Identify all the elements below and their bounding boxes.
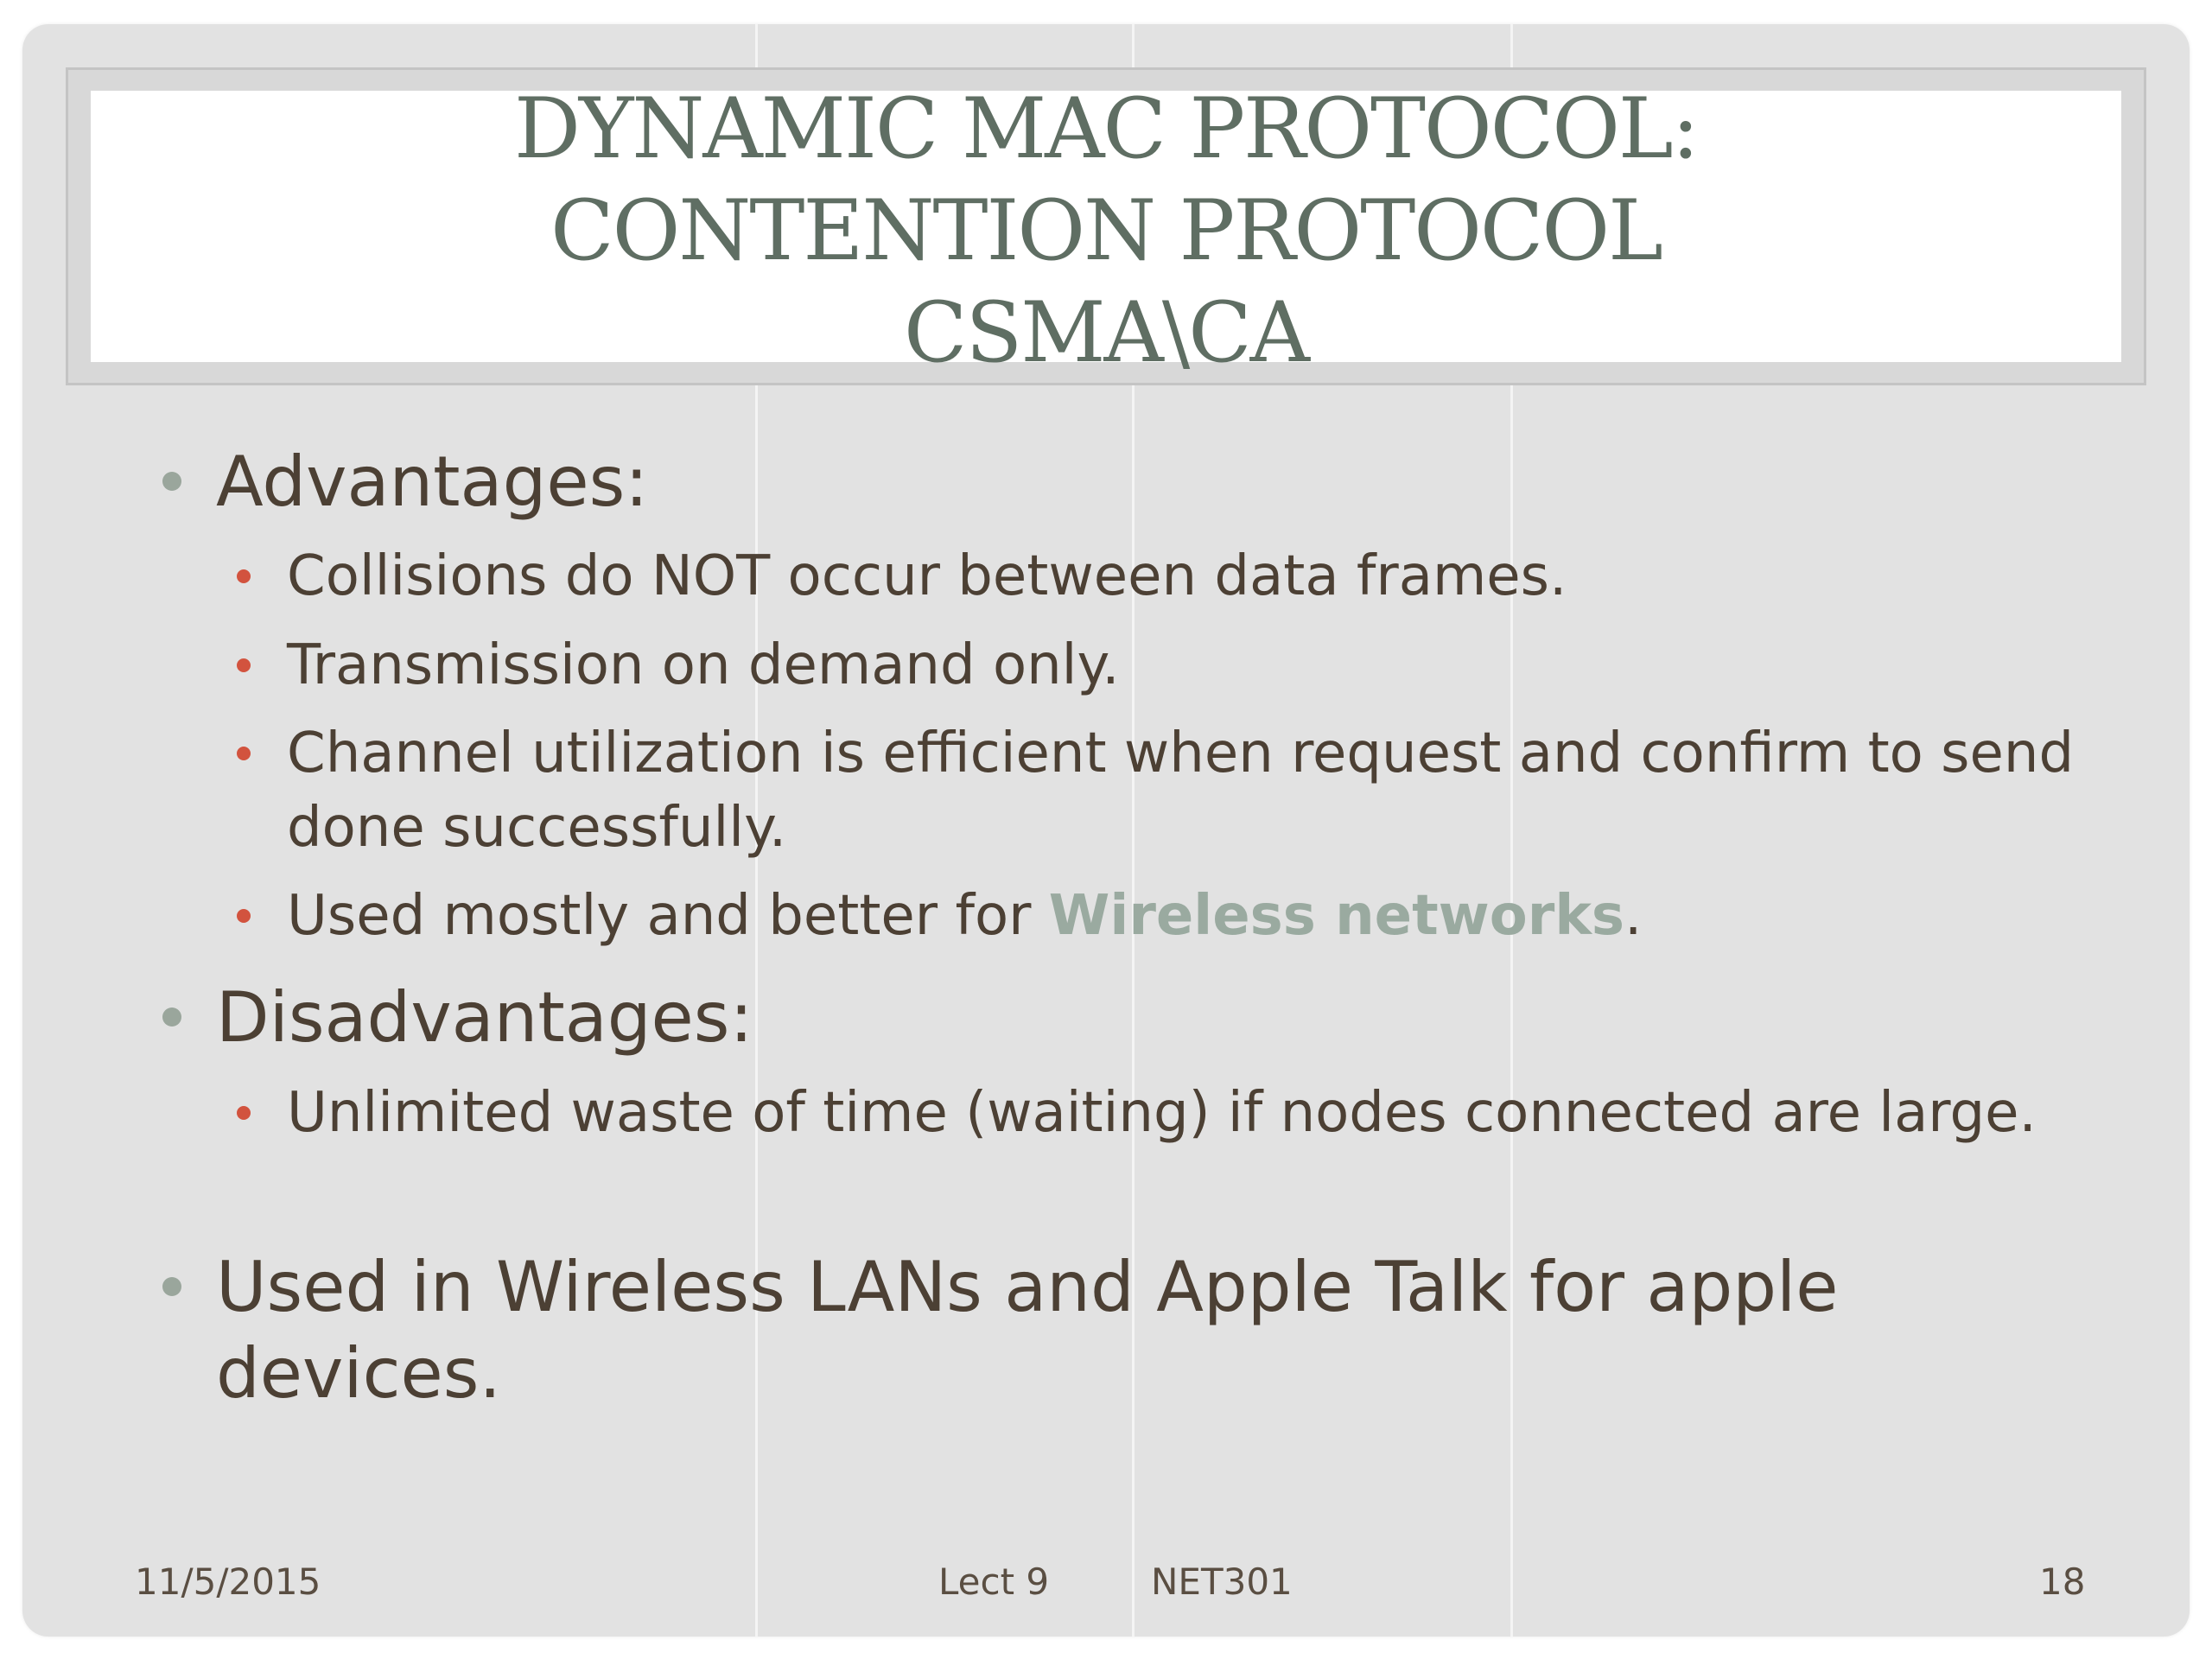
- bullet-adv-item: Collisions do NOT occur between data frames.: [287, 544, 1567, 608]
- item-text: .: [1624, 884, 1643, 948]
- title-line: DYNAMIC MAC PROTOCOL:: [513, 80, 1698, 177]
- bullet-dot: [237, 658, 251, 672]
- bullet-advantages: Advantages:: [216, 442, 649, 522]
- slide-body: [22, 24, 2190, 1637]
- bullet-adv-item: [287, 879, 2084, 953]
- title-line: CONTENTION PROTOCOL: [550, 182, 1662, 279]
- slide-number: 18: [2039, 1560, 2086, 1603]
- bullet-disadvantages: Disadvantages:: [216, 977, 753, 1058]
- footer-lecture: Lect 9: [938, 1560, 1050, 1603]
- bullet-dot: [237, 747, 251, 760]
- bullet-dot: [237, 569, 251, 583]
- footer-date: 11/5/2015: [135, 1560, 321, 1603]
- bullet-dot: [162, 1007, 181, 1027]
- bullet-usage: Used in Wireless LANs and Apple Talk for apple devices.: [216, 1247, 1839, 1414]
- slide: [22, 24, 2190, 1637]
- bullet-dot: [162, 1277, 181, 1296]
- bullet-disadv-item: Unlimited waste of time (waiting) if nodes connected are large.: [287, 1081, 2037, 1145]
- bullet-dot: [162, 472, 181, 491]
- bullet-adv-item: Channel utilization is efficient when request and confirm to send done successfully.: [287, 721, 2075, 860]
- bullet-dot: [237, 1106, 251, 1120]
- emphasis-text: Wireless networks: [1048, 884, 1624, 948]
- bullet-dot: [237, 909, 251, 923]
- title-line: CSMA\CA: [904, 284, 1308, 381]
- item-text: Used mostly and better for: [287, 884, 1049, 948]
- bullet-adv-item: Transmission on demand only.: [287, 633, 1120, 697]
- footer-course: NET301: [1151, 1560, 1293, 1603]
